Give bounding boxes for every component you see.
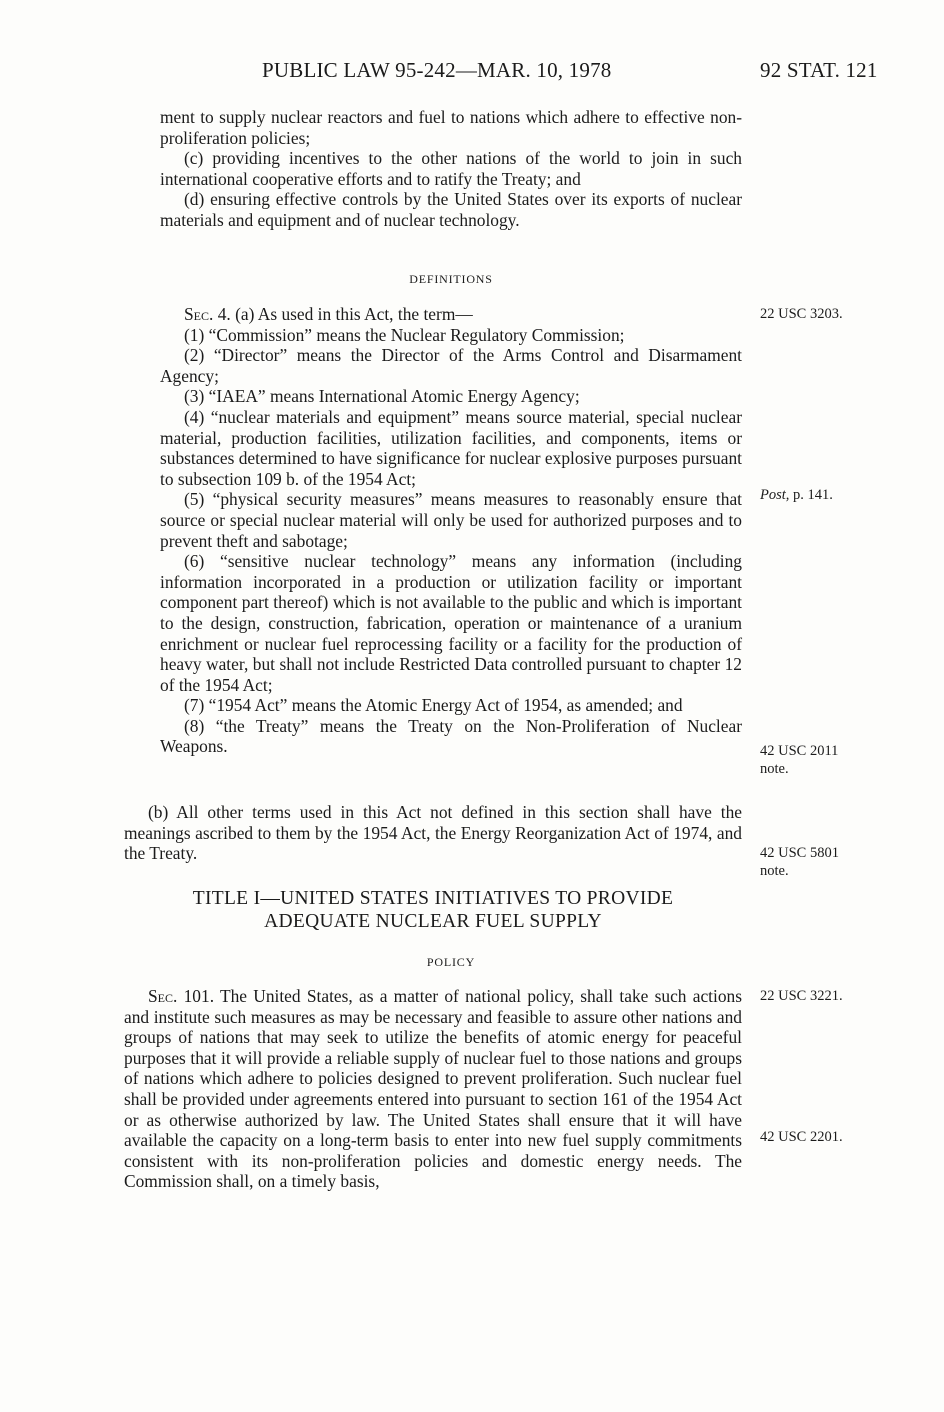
section-4-b: (b) All other terms used in this Act not defined in this section shall have the meanings ascribed to them by the 1954 Act, the Energy Reorganization Act of 1974, and the Treaty.: [124, 802, 742, 864]
definition-8: (8) “the Treaty” means the Treaty on the Non-Proliferation of Nuclear Weapons.: [160, 715, 742, 757]
section-4b-block: [124, 802, 742, 864]
margin-note-line: 42 USC 5801: [760, 845, 839, 861]
margin-note-post-p141: [760, 486, 833, 504]
margin-note-22-usc-3203: 22 USC 3203.: [760, 306, 843, 322]
definition-2: (2) “Director” means the Director of the Arms Control and Disarmament Agency;: [160, 345, 742, 386]
section-label: Sec.: [184, 304, 214, 324]
section-101-text: [124, 986, 742, 1192]
section-4-intro-text: 4. (a) As used in this Act, the term—: [213, 304, 473, 324]
margin-note-42-usc-2201: 42 USC 2201.: [760, 1129, 843, 1145]
section-label: Sec.: [148, 986, 178, 1006]
page-stat-number: 92 STAT. 121: [760, 58, 878, 82]
margin-note-line: note.: [760, 761, 789, 777]
title-i-heading: [124, 888, 742, 933]
paragraph-d: (d) ensuring effective controls by the United States over its exports of nuclear materials and equipment and of nuclear technology.: [160, 189, 742, 230]
section-101-body: 101. The United States, as a matter of national policy, shall take such actions and institute such measures as may be necessary and feasible to assure other nations and groups of nations that may seek to utilize the benefits of atomic energy for peaceful purposes that it will provide a reliable supply of nuclear fuel to those nations and groups of nations which adhere to policies designed to prevent proliferation. Such nuclear fuel shall be provided under agreements entered into pursuant to section 161 of the 1954 Act or as otherwise authorized by law. The United States shall ensure that it will have available the capacity on a long-term basis to enter into new fuel supply commitments consistent with its non-proliferation policies and domestic energy needs. The Commission shall, on a timely basis,: [124, 986, 742, 1192]
definition-5: (5) “physical security measures” means measures to reasonably ensure that source or special nuclear material will only be used for authorized purposes and to prevent theft and sabotage;: [160, 489, 742, 551]
margin-note-42-usc-5801: [760, 844, 839, 880]
definition-1: (1) “Commission” means the Nuclear Regulatory Commission;: [184, 324, 625, 345]
paragraph-b-continued: ment to supply nuclear reactors and fuel to nations which adhere to effective non-proliferation policies;: [160, 107, 742, 148]
margin-note-page: p. 141.: [789, 487, 833, 503]
paragraph-c: (c) providing incentives to the other nations of the world to join in such international cooperative efforts and to ratify the Treaty; and: [160, 148, 742, 189]
margin-note-line: note.: [760, 863, 789, 879]
title-i-line-2: ADEQUATE NUCLEAR FUEL SUPPLY: [264, 910, 602, 932]
definition-4: (4) “nuclear materials and equipment” means source material, special nuclear material, production facilities, utilization facilities, and components, items or substances determined to have significance for nuclear explosive purposes pursuant to subsection 109 b. of the 1954 Act;: [160, 406, 742, 489]
title-i-line-1: TITLE I—UNITED STATES INITIATIVES TO PROVIDE: [192, 888, 674, 909]
definition-6: (6) “sensitive nuclear technology” means any information (including information incorporated in a production or utilization facility or important component part thereof) which is not available to the public and which is important to the design, construction, fabrication, operation or maintenance of a uranium enrichment or nuclear fuel reprocessing facility or a facility for the production of heavy water, but shall not include Restricted Data controlled pursuant to chapter 12 of the 1954 Act;: [160, 551, 742, 695]
margin-note-line: 42 USC 2011: [760, 743, 839, 759]
definition-3: (3) “IAEA” means International Atomic Energy Agency;: [184, 386, 580, 407]
running-header-title: PUBLIC LAW 95-242—MAR. 10, 1978: [262, 58, 612, 82]
definitions-heading: DEFINITIONS: [409, 272, 493, 286]
section-101-block: [124, 986, 742, 1192]
section-4-intro: [160, 304, 742, 325]
margin-note-post: Post,: [760, 487, 790, 503]
margin-note-22-usc-3221: 22 USC 3221.: [760, 988, 843, 1004]
section-4-block: [160, 304, 742, 757]
policy-heading: POLICY: [426, 955, 476, 969]
margin-note-42-usc-2011: [760, 742, 838, 778]
continued-list-block: [160, 107, 742, 231]
definition-7: (7) “1954 Act” means the Atomic Energy Act of 1954, as amended; and: [184, 695, 683, 716]
